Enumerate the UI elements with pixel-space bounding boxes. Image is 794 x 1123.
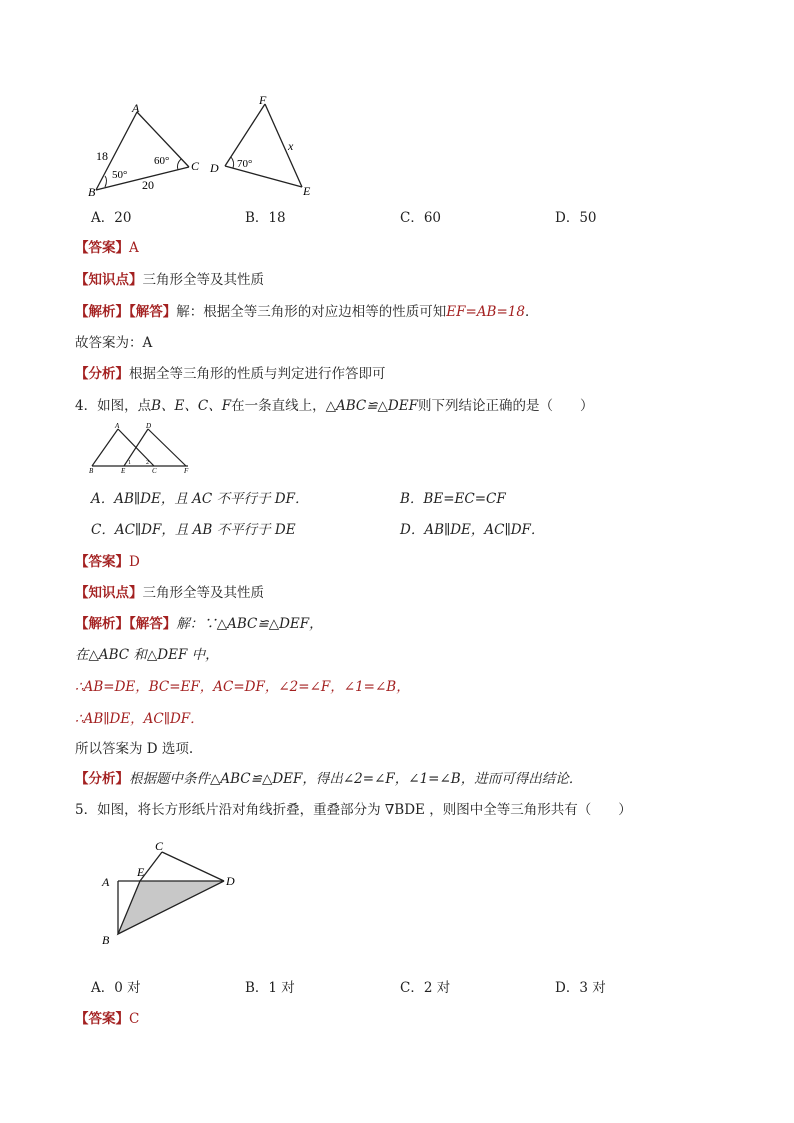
- q3-analysis: [75, 300, 538, 320]
- fenxi-text: 根据题中条件△ABC≌△DEF，得出∠2=∠F，∠1=∠B，进而可得出结论．: [129, 771, 583, 787]
- q5-option-a: A．0 对: [91, 980, 141, 996]
- analysis-formula: EF=AB=18: [446, 304, 525, 320]
- fig2-label-f: F: [259, 93, 267, 107]
- fenxi-text: 根据全等三角形的性质与判定进行作答即可: [129, 366, 386, 382]
- fig2-angle-d: 70°: [237, 158, 253, 170]
- q3-fenxi: [75, 362, 386, 382]
- q4-option-a: A．AB∥DE，且 AC 不平行于 DF．: [91, 491, 309, 507]
- q5-option-d: D．3 对: [555, 980, 606, 996]
- q3-figure-def: [206, 90, 316, 202]
- q5-answer: [75, 1007, 139, 1027]
- q5-fig-label-c: C: [155, 839, 164, 853]
- q4-option-c: C．AC∥DF，且 AB 不平行于 DE: [91, 522, 296, 538]
- answer-value: C: [129, 1011, 140, 1027]
- q5-option-b: B．1 对: [245, 980, 295, 996]
- analysis-tag: 【解析】: [75, 616, 129, 632]
- q4-conclusion: 所以答案为 D 选项.: [75, 741, 194, 757]
- solve-tag: 【解答】: [129, 304, 177, 320]
- analysis-line-1: 解：∵△ABC≌△DEF，: [176, 616, 323, 632]
- fig2-label-e: E: [303, 184, 311, 198]
- q5-option-c: C．2 对: [400, 980, 451, 996]
- q5-figure: [96, 836, 246, 948]
- kp-tag: 【知识点】: [75, 272, 143, 288]
- q4-knowledge-point: [75, 581, 264, 601]
- q3-figure-abc: [86, 96, 211, 202]
- fenxi-tag: 【分析】: [75, 366, 129, 382]
- fig2-side-x: x: [288, 139, 294, 153]
- q3-option-b: B．18: [245, 210, 286, 226]
- answer-value: A: [129, 240, 139, 256]
- fenxi-tag: 【分析】: [75, 771, 129, 787]
- q4-stem-mid: 在一条直线上，: [231, 398, 326, 414]
- q5-stem: 5．如图，将长方形纸片沿对角线折叠，重叠部分为 ∇BDE ，则图中全等三角形共有（ ）: [75, 802, 632, 818]
- q4-fig-label-c: C: [152, 467, 157, 474]
- q4-fig-label-a: A: [115, 422, 120, 430]
- q5-fig-label-e: E: [137, 865, 145, 879]
- answer-value: D: [129, 554, 140, 570]
- q3-option-c: C．60: [400, 210, 442, 226]
- q3-knowledge-point: [75, 268, 264, 288]
- fig1-angle-c: 60°: [154, 155, 170, 167]
- kp-text: 三角形全等及其性质: [142, 585, 264, 601]
- q5-fig-label-d: D: [226, 874, 235, 888]
- q4-fig-angle-2: 2: [146, 460, 149, 466]
- q4-analysis: [75, 612, 323, 632]
- q5-fig-label-a: A: [102, 875, 110, 889]
- answer-tag: 【答案】: [75, 554, 129, 570]
- q4-fenxi: [75, 767, 582, 787]
- q4-stem-congruence: △ABC≌△DEF: [325, 398, 418, 414]
- q4-option-d: D．AB∥DE，AC∥DF．: [400, 522, 545, 538]
- fig1-label-b: B: [88, 185, 96, 199]
- fig1-side-ab: 18: [96, 149, 108, 163]
- answer-tag: 【答案】: [75, 240, 129, 256]
- q4-fig-label-d: D: [146, 422, 152, 430]
- q3-option-d: D．50: [555, 210, 597, 226]
- fig1-label-a: A: [132, 101, 140, 115]
- q4-analysis-line-3: ∴AB=DE，BC=EF，AC=DF，∠2=∠F，∠1=∠B，: [75, 679, 410, 695]
- q4-stem: [75, 394, 593, 414]
- q4-stem-points: B、E、C、F: [151, 398, 232, 414]
- fig1-side-bc: 20: [142, 178, 154, 192]
- q4-fig-angle-1: 1: [128, 460, 131, 466]
- analysis-text: 解：根据全等三角形的对应边相等的性质可知: [176, 304, 447, 320]
- q4-fig-label-b: B: [89, 467, 94, 474]
- q4-answer: [75, 550, 140, 570]
- q4-stem-end: 则下列结论正确的是（ ）: [417, 398, 594, 414]
- q4-stem-pre: 4．如图，点: [75, 398, 152, 414]
- q4-fig-label-e: E: [121, 467, 126, 474]
- solve-tag: 【解答】: [129, 616, 177, 632]
- answer-tag: 【答案】: [75, 1011, 129, 1027]
- q5-fig-label-b: B: [102, 933, 110, 947]
- q3-option-a: A．20: [91, 210, 132, 226]
- fig1-label-c: C: [191, 159, 200, 173]
- q4-analysis-line-4: ∴AB∥DE，AC∥DF．: [75, 711, 204, 727]
- q4-option-b: B．BE=EC=CF: [400, 491, 506, 507]
- q3-conclusion: 故答案为：A: [75, 335, 153, 351]
- q4-fig-label-f: F: [184, 467, 189, 474]
- q3-answer: [75, 236, 139, 256]
- q4-figure: [88, 420, 194, 474]
- kp-text: 三角形全等及其性质: [142, 272, 264, 288]
- fig2-label-d: D: [210, 161, 219, 175]
- q4-analysis-line-2: 在△ABC 和△DEF 中，: [75, 647, 219, 663]
- kp-tag: 【知识点】: [75, 585, 143, 601]
- analysis-end: ．: [524, 304, 539, 320]
- analysis-tag: 【解析】: [75, 304, 129, 320]
- fig1-angle-b: 50°: [112, 169, 128, 181]
